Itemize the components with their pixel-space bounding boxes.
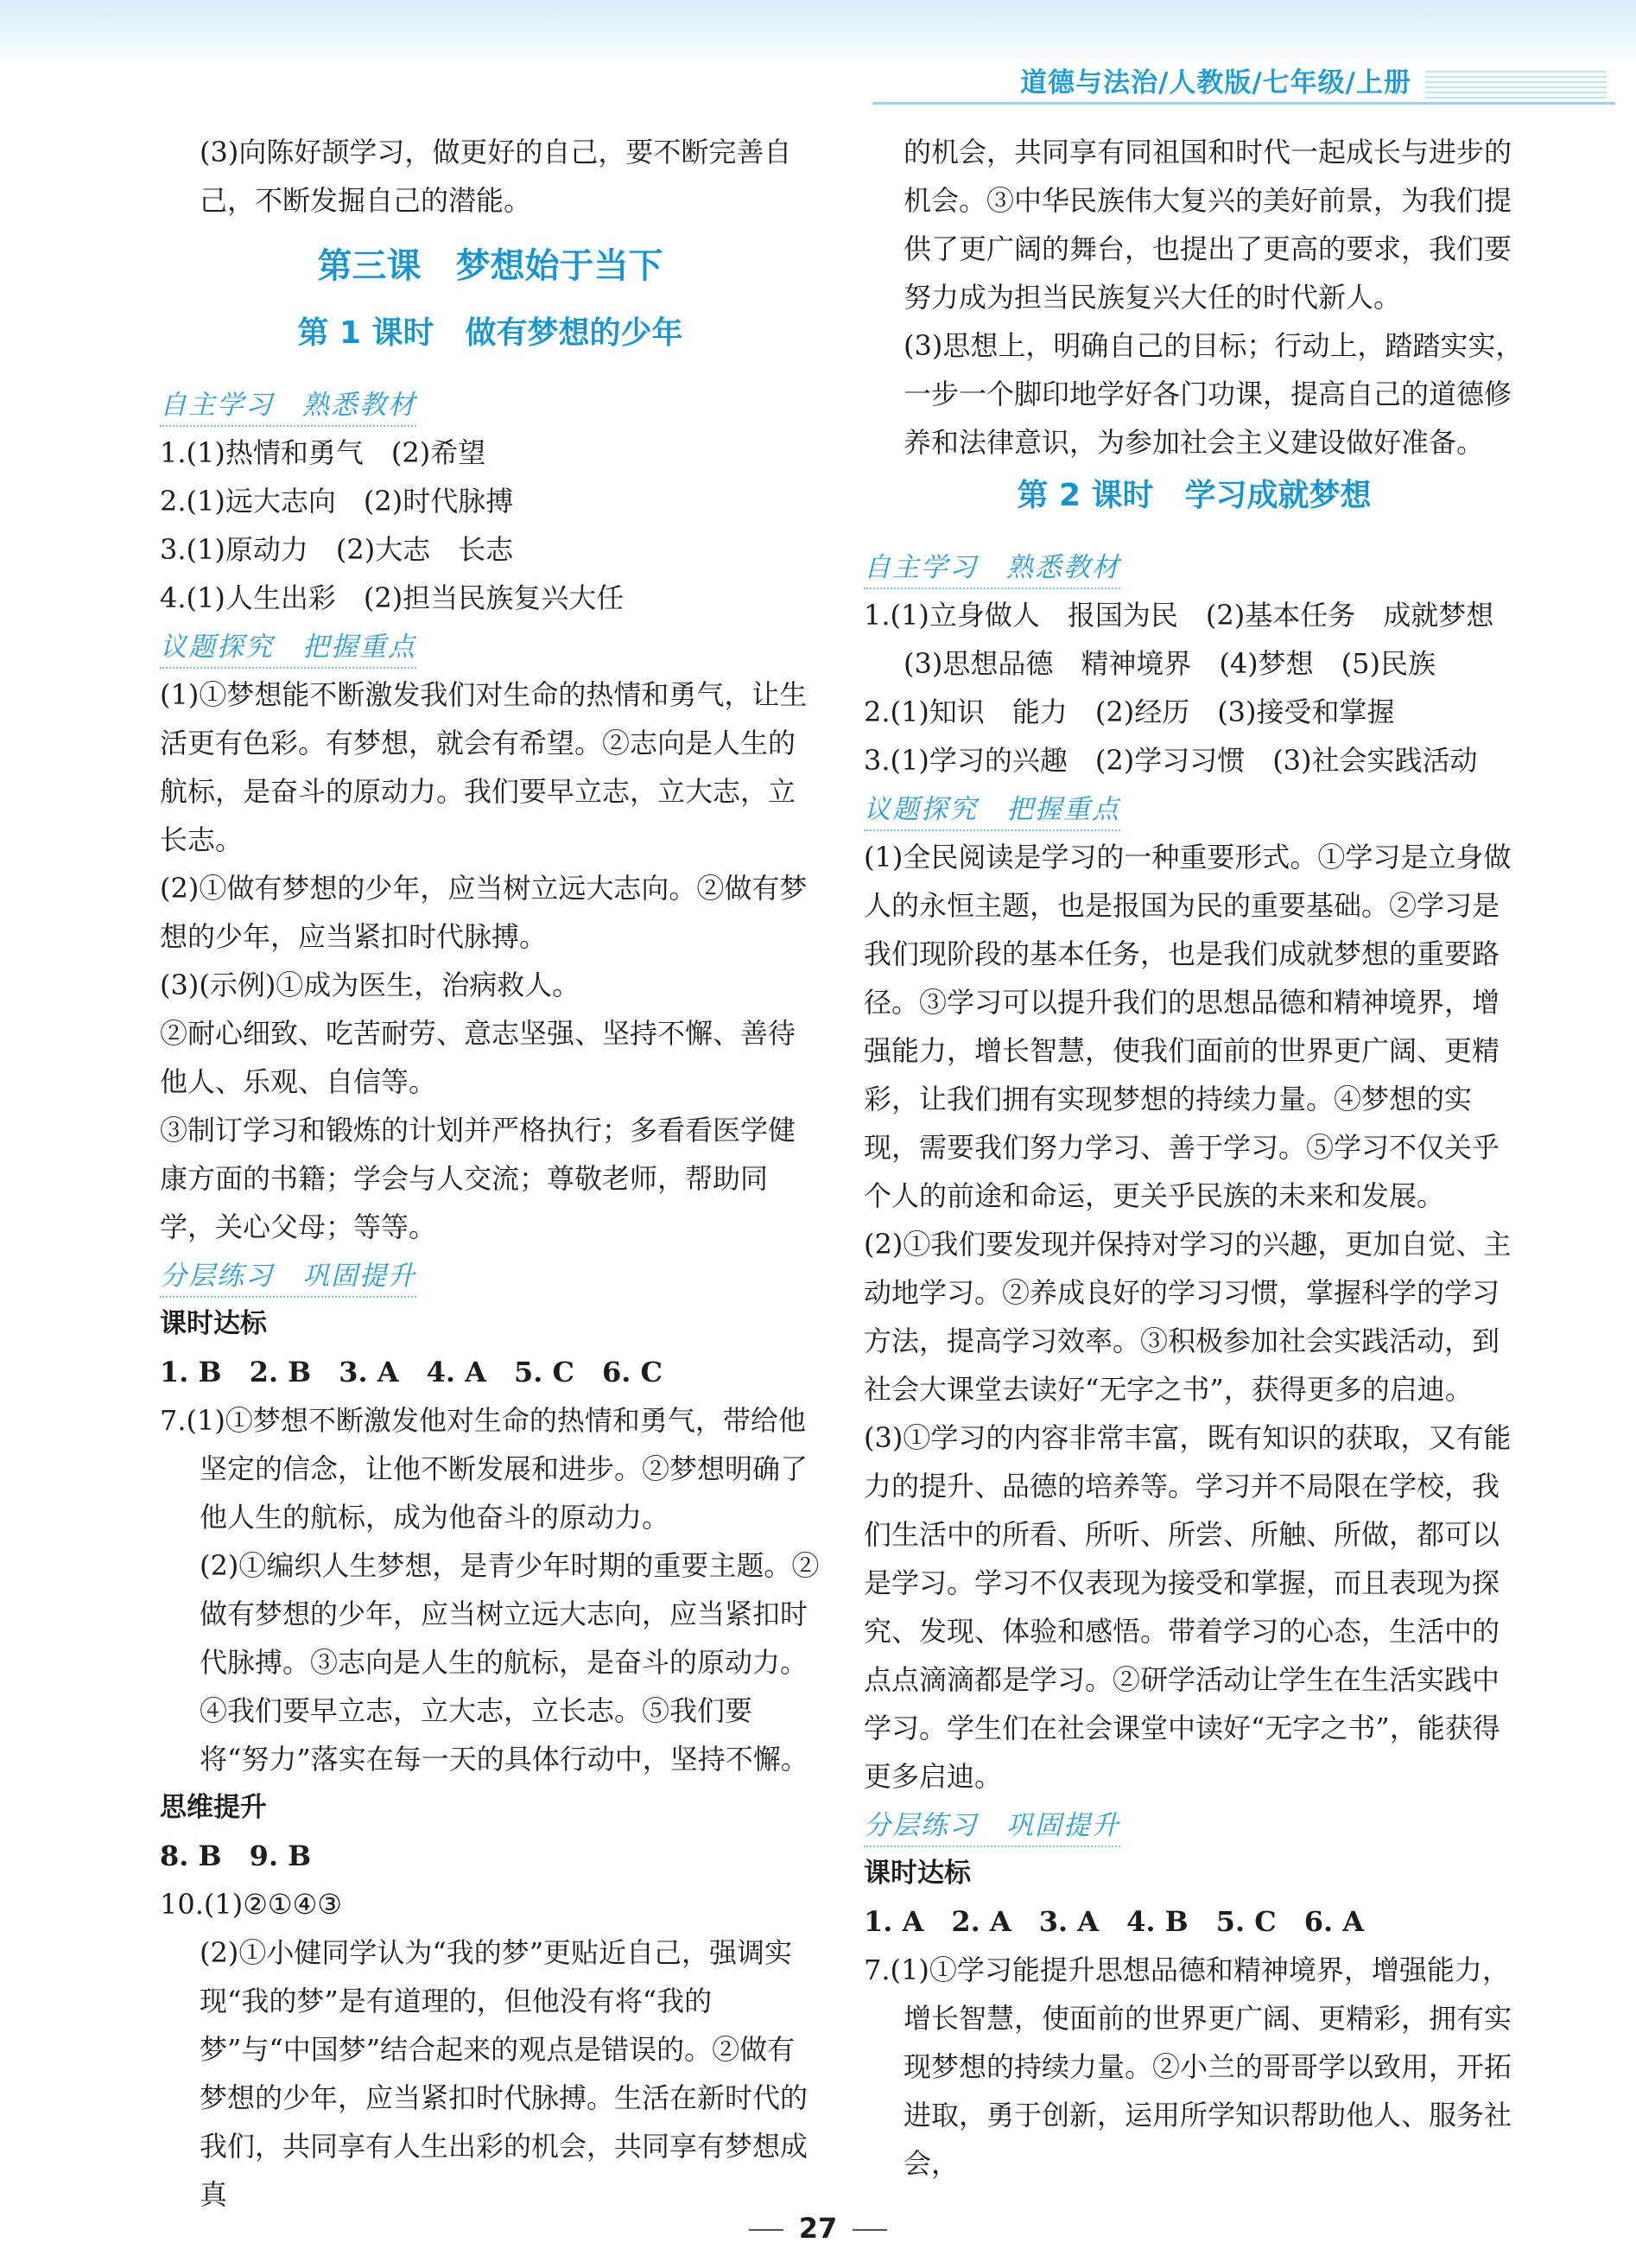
lesson-title: 第三课 梦想始于当下: [317, 246, 663, 286]
section-heading-practice: 分层练习 巩固提升: [160, 1256, 416, 1298]
period-title: 第 2 课时 学习成就梦想: [1017, 478, 1372, 513]
list-item: 1.(1)热情和勇气 (2)希望: [160, 436, 486, 469]
footer-dash: [853, 2229, 887, 2231]
explore-paragraph: (3)(示例)①成为医生，治病救人。: [160, 969, 580, 1001]
question-7-part-1: 7.(1)①梦想不断激发他对生命的热情和勇气，带给他坚定的信念，让他不断发展和进步。②梦想明确了他人生的航标，成为他奋斗的原动力。: [160, 1404, 808, 1534]
list-item: 3.(1)学习的兴趣 (2)学习习惯 (3)社会实践活动: [864, 744, 1478, 777]
list-item: 3.(1)原动力 (2)大志 长志: [160, 533, 514, 566]
header-rule: [872, 102, 1615, 105]
answer-line: 1. B 2. B 3. A 4. A 5. C 6. C: [160, 1356, 663, 1388]
explore-paragraph: (2)①做有梦想的少年，应当树立远大志向。②做有梦想的少年，应当紧扣时代脉搏。: [160, 872, 808, 953]
continued-paragraph-3: (3)思想上，明确自己的目标；行动上，踏踏实实，一步一个脚印地学好各门功课，提高自己的道德修养和法律意识，为参加社会主义建设做好准备。: [904, 329, 1524, 459]
subheading-standard: 课时达标: [864, 1858, 971, 1889]
explore-paragraph: (1)①梦想能不断激发我们对生命的热情和勇气，让生活更有色彩。有梦想，就会有希望。②志向是人生的航标，是奋斗的原动力。我们要早立志，立大志，立长志。: [160, 678, 808, 856]
explore-paragraph: (2)①我们要发现并保持对学习的兴趣，更加自觉、主动地学习。②养成良好的学习习惯，掌握科学的学习方法，提高学习效率。③积极参加社会实践活动，到社会大课堂去读好“无字之书”，获得更多的启迪。: [864, 1228, 1512, 1406]
question-10-part-2: (2)①小健同学认为“我的梦”更贴近自己，强调实现“我的梦”是有道理的，但他没有将“我的梦”与“中国梦”结合起来的观点是错误的。②做有梦想的少年，应当紧扣时代脉搏。生活在新时代的我们，共同享有人生出彩的机会，共同享有梦想成真: [200, 1936, 808, 2211]
footer-dash: [749, 2229, 783, 2231]
section-heading-explore: 议题探究 把握重点: [864, 790, 1120, 831]
left-column: [160, 128, 821, 2219]
section-heading-study: 自主学习 熟悉教材: [864, 548, 1120, 589]
section-heading-study: 自主学习 熟悉教材: [160, 385, 416, 427]
answer-line: 1. A 2. A 3. A 4. B 5. C 6. A: [864, 1905, 1365, 1938]
question-7-part-2: (2)①编织人生梦想，是青少年时期的重要主题。②做有梦想的少年，应当树立远大志向，应当紧扣时代脉搏。③志向是人生的航标，是奋斗的原动力。④我们要早立志，立大志，立长志。⑤我们要将“努力”落实在每一天的具体行动中，坚持不懈。: [200, 1549, 820, 1776]
explore-paragraph: (3)①学习的内容非常丰富，既有知识的获取，又有能力的提升、品德的培养等。学习并不局限在学校，我们生活中的所看、所听、所尝、所触、所做，都可以是学习。学习不仅表现为接受和掌握，而且表现为探究、发现、体验和感悟。带着学习的心态，生活中的点点滴滴都是学习。②研学活动让学生在生活实践中学习。学生们在社会课堂中读好“无字之书”，能获得更多启迪。: [864, 1421, 1512, 1793]
list-item: 1.(1)立身做人 报国为民 (2)基本任务 成就梦想 (3)思想品德 精神境界 (4)梦想 (5)民族: [864, 599, 1522, 680]
question-7: 7.(1)①学习能提升思想品德和精神境界，增强能力，增长智慧，使面前的世界更广阔、更精彩，拥有实现梦想的持续力量。②小兰的哥哥学以致用，开拓进取，勇于创新，运用所学知识帮助他人、服务社会，: [864, 1954, 1512, 2180]
period-title: 第 1 课时 做有梦想的少年: [297, 315, 683, 351]
page-number: 27: [798, 2212, 838, 2245]
header-band: [0, 0, 1636, 65]
answer-line: 8. B 9. B: [160, 1839, 312, 1872]
continued-paragraph: 的机会，共同享有同祖国和时代一起成长与进步的机会。③中华民族伟大复兴的美好前景，为我们提供了更广阔的舞台，也提出了更高的要求，我们要努力成为担当民族复兴大任的时代新人。: [904, 136, 1512, 314]
header-title: 道德与法治/人教版/七年级/上册: [1020, 67, 1411, 98]
list-item: 4.(1)人生出彩 (2)担当民族复兴大任: [160, 581, 625, 614]
intro-paragraph: (3)向陈好颉学习，做更好的自己，要不断完善自己，不断发掘自己的潜能。: [200, 136, 792, 217]
question-10-part-1: 10.(1)②①④③: [160, 1888, 342, 1921]
explore-paragraph: ②耐心细致、吃苦耐劳、意志坚强、坚持不懈、善待他人、乐观、自信等。: [160, 1017, 796, 1098]
explore-paragraph: ③制订学习和锻炼的计划并严格执行；多看看医学健康方面的书籍；学会与人交流；尊敬老师，帮助同学，关心父母；等等。: [160, 1114, 796, 1243]
explore-paragraph: (1)全民阅读是学习的一种重要形式。①学习是立身做人的永恒主题，也是报国为民的重要基础。②学习是我们现阶段的基本任务，也是我们成就梦想的重要路径。③学习可以提升我们的思想品德和精神境界，增强能力，增长智慧，使我们面前的世界更广阔、更精彩，让我们拥有实现梦想的持续力量。④梦想的实现，需要我们努力学习、善于学习。⑤学习不仅关乎个人的前途和命运，更关乎民族的未来和发展。: [864, 841, 1512, 1212]
list-item: 2.(1)远大志向 (2)时代脉搏: [160, 485, 514, 518]
page-footer: [0, 2212, 1636, 2245]
list-item: 2.(1)知识 能力 (2)经历 (3)接受和掌握: [864, 696, 1395, 728]
subheading-standard: 课时达标: [160, 1308, 267, 1339]
section-heading-explore: 议题探究 把握重点: [160, 627, 416, 669]
subheading-thinking: 思维提升: [160, 1792, 267, 1823]
section-heading-practice: 分层练习 巩固提升: [864, 1806, 1120, 1847]
right-column: [864, 128, 1525, 2188]
